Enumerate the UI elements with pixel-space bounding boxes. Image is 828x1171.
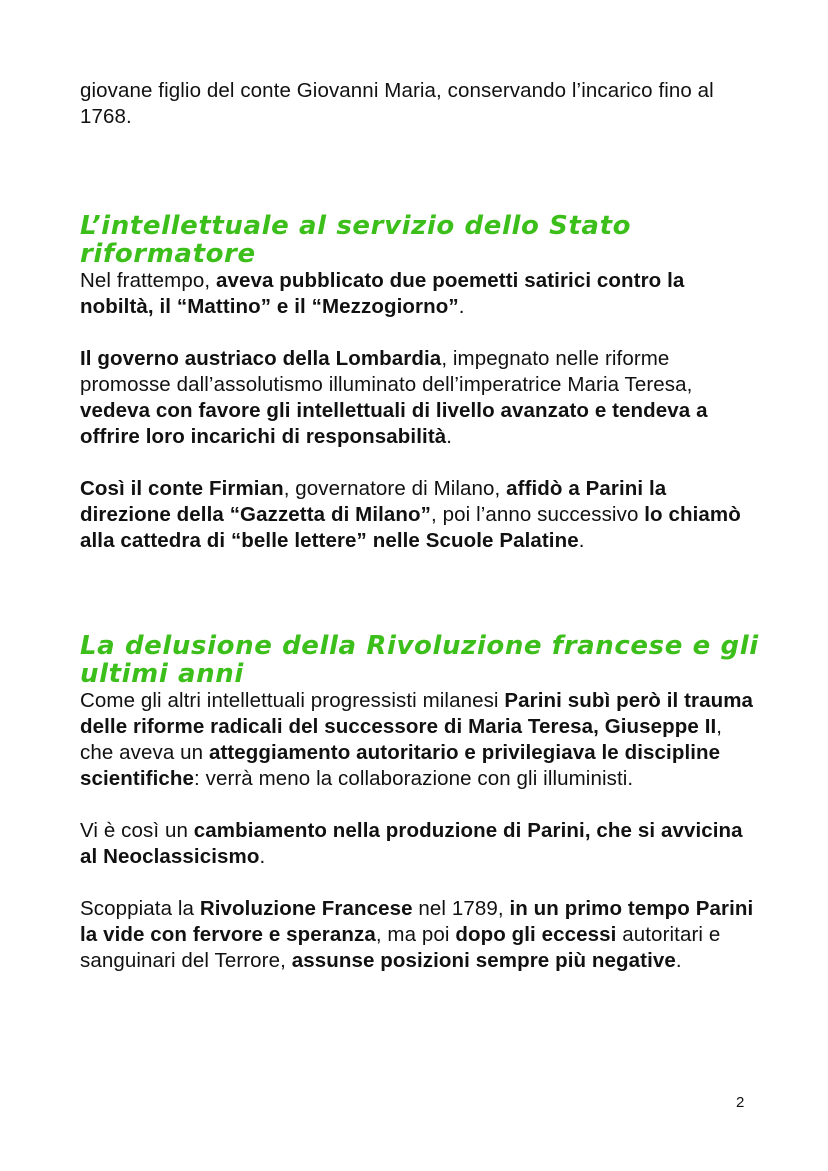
text-run: : verrà meno la collaborazione con gli illuministi. [194, 767, 634, 790]
text-run: . [259, 845, 266, 868]
text-run: . [578, 529, 585, 552]
text-run: nel 1789, [412, 897, 510, 920]
text-run: , che aveva un [80, 715, 723, 764]
text-run: , poi l’anno successivo [431, 503, 645, 526]
paragraph [80, 476, 760, 554]
text-run: autoritari e sanguinari del Terrore, [80, 923, 721, 972]
bold-text-run: cambiamento nella produzione di Parini, che si avvicina al Neoclassicismo [80, 819, 743, 868]
intro-paragraph: giovane figlio del conte Giovanni Maria, conservando l’incarico fino al 1768. [80, 79, 714, 128]
bold-text-run: vedeva con favore gli intellettuali di livello avanzato e tendeva a offrire loro incarichi di responsabilità [80, 399, 708, 448]
paragraph [80, 268, 760, 320]
bold-text-run: dopo gli eccessi [455, 923, 617, 946]
paragraph [80, 688, 760, 792]
text-run: Come gli altri intellettuali progressisti milanesi [80, 689, 505, 712]
text-run: Nel frattempo, [80, 269, 216, 292]
bold-text-run: Parini subì però il trauma delle riforme radicali del successore di Maria Teresa, Giuseppe II [80, 689, 754, 738]
page-number: 2 [736, 1094, 745, 1111]
bold-text-run: Rivoluzione Francese [199, 897, 413, 920]
bold-text-run: in un primo tempo Parini la vide con fervore e speranza [80, 897, 754, 946]
paragraph [80, 896, 760, 974]
bold-text-run: affidò a Parini la direzione della “Gazzetta di Milano” [80, 477, 667, 526]
section-heading: La delusione della Rivoluzione francese e gli ultimi anni [80, 631, 759, 689]
section-delusione [80, 632, 760, 974]
paragraph [80, 818, 760, 870]
text-run: . [458, 295, 465, 318]
document-page [80, 78, 760, 974]
bold-text-run: Così il conte Firmian [80, 477, 284, 500]
bold-text-run: aveva pubblicato due poemetti satirici contro la nobiltà, il “Mattino” e il “Mezzogiorno” [80, 269, 685, 318]
text-run: Vi è così un [80, 819, 194, 842]
bold-text-run: atteggiamento autoritario e privilegiava le discipline scientifiche [80, 741, 721, 790]
text-run: , governatore di Milano, [283, 477, 507, 500]
text-run: , impegnato nelle riforme promosse dall’assolutismo illuminato dell’imperatrice Maria Teresa, [80, 347, 693, 396]
paragraph [80, 346, 760, 450]
bold-text-run: assunse posizioni sempre più negative [291, 949, 676, 972]
section-heading: L’intellettuale al servizio dello Stato riformatore [80, 211, 632, 269]
section-intellettuale [80, 212, 760, 554]
text-run: . [675, 949, 682, 972]
bold-text-run: lo chiamò alla cattedra di “belle lettere” nelle Scuole Palatine [80, 503, 741, 552]
bold-text-run: Il governo austriaco della Lombardia [80, 347, 442, 370]
text-run: . [446, 425, 453, 448]
text-run: Scoppiata la [80, 897, 200, 920]
text-run: , ma poi [375, 923, 456, 946]
